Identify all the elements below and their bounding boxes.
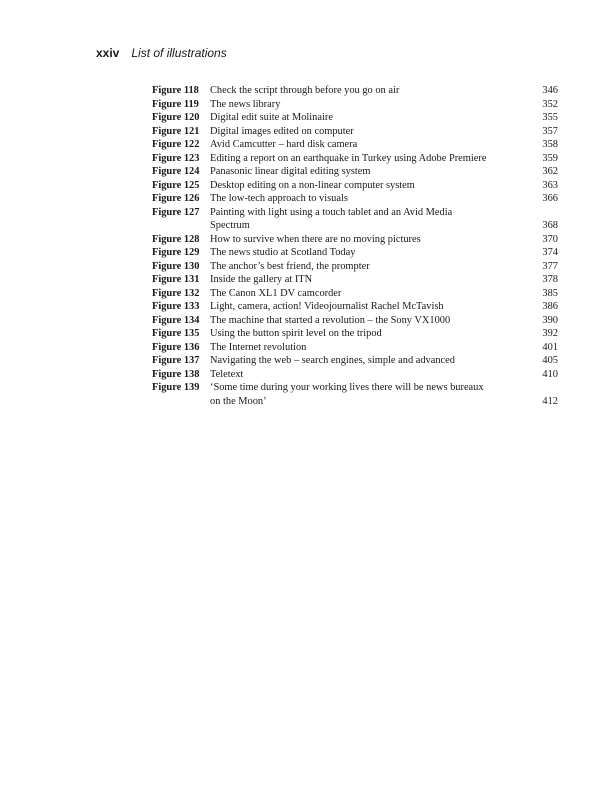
figure-label: Figure 125 — [152, 179, 200, 191]
caption-line: The news library — [210, 98, 281, 110]
figure-caption — [210, 246, 518, 260]
list-item — [152, 138, 558, 152]
figure-page-number: 392 — [542, 328, 558, 339]
caption-line: The anchor’s best friend, the prompter — [210, 260, 370, 272]
figure-label: Figure 124 — [152, 166, 200, 177]
figure-label: Figure 120 — [152, 112, 200, 123]
figure-caption — [210, 327, 518, 341]
figure-page-number: 366 — [542, 193, 558, 204]
figure-caption — [210, 179, 518, 193]
caption-line: Using the button spirit level on the tripod — [210, 328, 382, 339]
figure-page-number: 410 — [542, 368, 558, 380]
caption-line: Spectrum — [210, 220, 250, 231]
list-item — [152, 179, 558, 193]
running-head: List of illustrations — [131, 46, 227, 60]
figure-caption — [210, 287, 518, 301]
page-number: xxiv — [96, 46, 120, 60]
figure-label: Figure 138 — [152, 368, 200, 380]
list-item — [152, 98, 558, 112]
figure-label: Figure 135 — [152, 328, 200, 339]
figure-page-number: 390 — [542, 314, 558, 326]
caption-line: How to survive when there are no moving pictures — [210, 233, 421, 245]
figure-page-number: 377 — [542, 260, 558, 272]
caption-line: Digital edit suite at Molinaire — [210, 112, 333, 123]
caption-line: Painting with light using a touch tablet and an Avid Media — [210, 206, 453, 218]
list-of-illustrations — [152, 84, 558, 408]
figure-caption — [210, 341, 518, 355]
figure-label: Figure 129 — [152, 247, 200, 258]
figure-label: Figure 132 — [152, 287, 200, 299]
figure-page-number: 405 — [542, 355, 558, 366]
figure-page-number: 357 — [542, 125, 558, 137]
list-item — [152, 327, 558, 341]
figure-label: Figure 127 — [152, 206, 200, 218]
caption-line: Panasonic linear digital editing system — [210, 166, 371, 177]
figure-page-number: 352 — [542, 98, 558, 110]
list-item — [152, 354, 558, 368]
list-item — [152, 246, 558, 260]
figure-caption — [210, 98, 518, 112]
figure-label: Figure 123 — [152, 152, 200, 164]
figure-page-number: 401 — [542, 341, 558, 353]
caption-line: Avid Camcutter – hard disk camera — [210, 139, 358, 150]
figure-page-number: 346 — [542, 85, 558, 96]
figure-label: Figure 118 — [152, 85, 199, 96]
figure-caption — [210, 233, 518, 247]
figure-caption — [210, 260, 518, 274]
figure-page-number: 374 — [542, 247, 558, 258]
list-item — [152, 287, 558, 301]
figure-caption — [210, 314, 518, 328]
figure-label: Figure 136 — [152, 341, 200, 353]
caption-line: The news studio at Scotland Today — [210, 247, 356, 258]
list-item — [152, 111, 558, 125]
list-item — [152, 206, 558, 233]
figure-label: Figure 126 — [152, 193, 200, 204]
figure-caption — [210, 152, 518, 166]
figure-caption — [210, 138, 518, 152]
figure-label: Figure 119 — [152, 98, 199, 110]
figure-page-number: 378 — [542, 274, 558, 285]
figure-page-number: 386 — [542, 301, 558, 312]
caption-line: Teletext — [210, 368, 244, 380]
list-item — [152, 152, 558, 166]
figure-caption — [210, 84, 518, 98]
page-header — [96, 46, 227, 60]
figure-page-number: 362 — [542, 166, 558, 177]
figure-page-number: 412 — [542, 395, 558, 407]
figure-caption — [210, 273, 518, 287]
figure-page-number: 358 — [542, 139, 558, 150]
list-item — [152, 368, 558, 382]
figure-caption — [210, 381, 518, 408]
figure-caption — [210, 368, 518, 382]
figure-page-number: 368 — [542, 220, 558, 231]
caption-line: The low-tech approach to visuals — [210, 193, 348, 204]
list-item — [152, 381, 558, 408]
caption-line: Editing a report on an earthquake in Turkey using Adobe Premiere — [210, 152, 487, 164]
figure-caption — [210, 192, 518, 206]
figure-label: Figure 139 — [152, 382, 200, 393]
caption-line: Navigating the web – search engines, simple and advanced — [210, 355, 455, 366]
figure-label: Figure 134 — [152, 314, 200, 326]
figure-page-number: 359 — [542, 152, 558, 164]
list-item — [152, 165, 558, 179]
list-item — [152, 341, 558, 355]
figure-caption — [210, 111, 518, 125]
caption-line: The machine that started a revolution – the Sony VX1000 — [210, 314, 451, 326]
figure-page-number: 385 — [542, 287, 558, 299]
caption-line: Light, camera, action! Videojournalist Rachel McTavish — [210, 301, 444, 312]
list-item — [152, 233, 558, 247]
caption-line: The Internet revolution — [210, 341, 307, 353]
figure-caption — [210, 300, 518, 314]
caption-line: ‘Some time during your working lives there will be news bureaux — [210, 382, 484, 393]
list-item — [152, 125, 558, 139]
figure-page-number: 355 — [542, 112, 558, 123]
figure-label: Figure 137 — [152, 355, 200, 366]
list-item — [152, 300, 558, 314]
list-item — [152, 314, 558, 328]
figure-caption — [210, 165, 518, 179]
list-item — [152, 192, 558, 206]
figure-label: Figure 130 — [152, 260, 200, 272]
caption-line: on the Moon’ — [210, 395, 267, 407]
figure-label: Figure 128 — [152, 233, 200, 245]
figure-page-number: 363 — [542, 179, 558, 191]
figure-label: Figure 121 — [152, 125, 200, 137]
caption-line: Digital images edited on computer — [210, 125, 354, 137]
caption-line: Inside the gallery at ITN — [210, 274, 313, 285]
figure-caption — [210, 354, 518, 368]
figure-label: Figure 133 — [152, 301, 200, 312]
list-item — [152, 84, 558, 98]
caption-line: Check the script through before you go on air — [210, 85, 400, 96]
list-item — [152, 273, 558, 287]
caption-line: The Canon XL1 DV camcorder — [210, 287, 342, 299]
caption-line: Desktop editing on a non-linear computer system — [210, 179, 415, 191]
list-item — [152, 260, 558, 274]
figure-label: Figure 131 — [152, 274, 200, 285]
figure-caption — [210, 125, 518, 139]
figure-caption — [210, 206, 518, 233]
figure-page-number: 370 — [542, 233, 558, 245]
figure-label: Figure 122 — [152, 139, 200, 150]
